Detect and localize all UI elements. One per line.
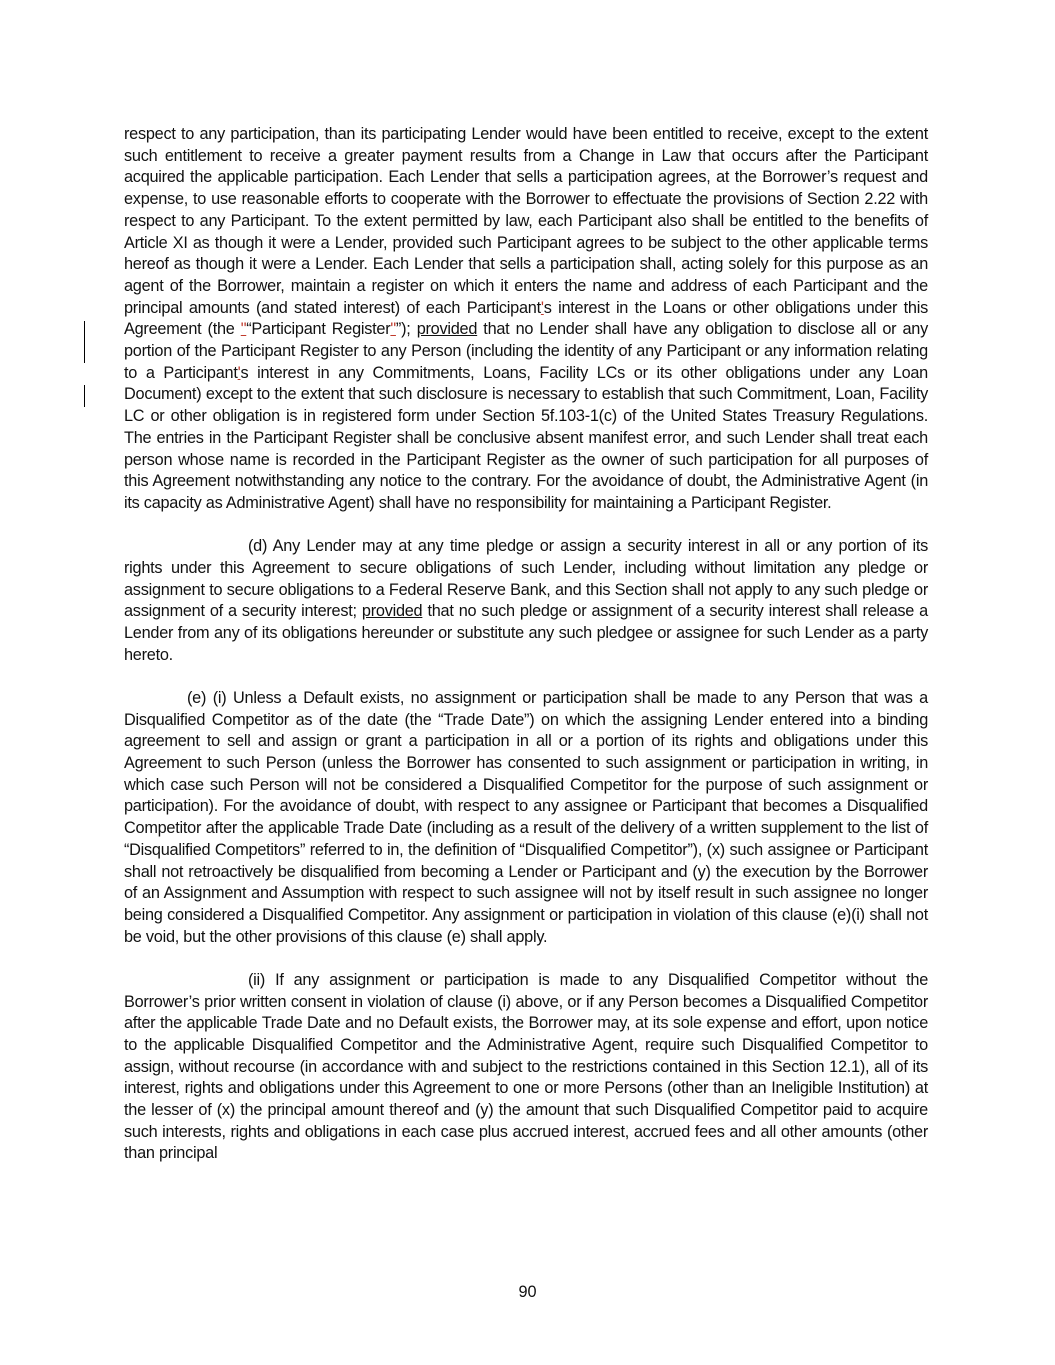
redline-mark: " bbox=[240, 320, 247, 339]
redline-mark: " bbox=[390, 320, 396, 339]
provided-term: provided bbox=[416, 320, 478, 339]
text-run: that no Lender shall have any obligation to disclose all or any portion of the Participant Register to any Person (including the identity of any Participant or any information relating to a Participant bbox=[124, 320, 929, 382]
paragraph-e-i: (e) (i) Unless a Default exists, no assignment or participation shall be made to any Person that was a Disqualified Competitor as of the date (the “Trade Date”) on which the assigning Lender entered into a binding agreement to sell and assign or grant a participation in all or a portion of its rights and obligations under this Agreement to such Person (unless the Borrower has consented to such assignment or participation in writing, in which case such Person will not be considered a Disqualified Competitor for the purpose of such assignment or participation). For the avoidance of doubt, with respect to any assignee or Participant that becomes a Disqualified Competitor after the applicable Trade Date (including as a result of the delivery of a written supplement to the list of “Disqualified Competitors” referred to in, the definition of “Disqualified Competitor”), (x) such assignee or Participant shall not retroactively be disqualified from becoming a Lender or Participant and (y) the execution by the Borrower of an Assignment and Assumption with respect to such assignee will not by itself result in such assignee no longer being considered a Disqualified Competitor. Any assignment or participation in violation of this clause (e)(i) shall not be void, but the other provisions of this clause (e) shall apply. bbox=[124, 688, 928, 946]
provided-term: provided bbox=[361, 602, 423, 621]
text-run: ”); bbox=[395, 320, 417, 339]
text-run: respect to any participation, than its participating Lender would have been entitled to receive, except to the extent such entitlement to receive a greater payment results from a Change in Law that occurs after the Participant acquired the applicable participation. Each Lender that sells a participation agrees, at the Borrower’s request and expense, to use reasonable efforts to cooperate with the Borrower to effectuate the provisions of Section 2.22 with respect to any Participant. To the extent permitted by law, each Participant also shall be entitled to the benefits of Article XI as though it were a Lender, provided such Participant agrees to be subject to the other applicable terms hereof as though it were a Lender. Each Lender that sells a participation shall, acting solely for this purpose as an agent of the Borrower, maintain a register on which it enters the name and address of each Participant and the principal amounts (and stated interest) of each Participant bbox=[124, 125, 928, 317]
redline-mark: ' bbox=[237, 363, 241, 382]
paragraph-d bbox=[124, 536, 928, 666]
change-bar bbox=[84, 321, 85, 363]
paragraph-participant-register bbox=[124, 124, 928, 515]
redline-mark: ' bbox=[540, 298, 544, 317]
change-bar bbox=[84, 385, 85, 407]
text-run: s interest in any Commitments, Loans, Facility LCs or its other obligations under any Loan Document) except to the extent that such disclosure is necessary to establish that such Commitment, Loan, Facility LC or other obligation is in registered form under Section 5f.103-1(c) of the United States Treasury Regulations. The entries in the Participant Register shall be conclusive absent manifest error, and such Lender shall treat each person whose name is recorded in the Participant Register as the owner of such participation for all purposes of this Agreement notwithstanding any notice to the contrary. For the avoidance of doubt, the Administrative Agent (in its capacity as Administrative Agent) shall have no responsibility for maintaining a Participant Register. bbox=[124, 363, 928, 512]
text-run: s interest in the Loans or other obligations under this Agreement (the bbox=[124, 298, 928, 339]
text-run: (d) Any Lender may at any time pledge or assign a security interest in all or any portion of its rights under this Agreement to secure obligations of such Lender, including without limitation any pledge or assignment to secure obligations to a Federal Reserve Bank, and this Section shall not apply to any such pledge or assignment of a security interest; bbox=[124, 537, 928, 621]
text-run: that no such pledge or assignment of a security interest shall release a Lender from any of its obligations hereunder or substitute any such pledgee or assignee for such Lender as a party hereto. bbox=[124, 602, 928, 664]
text-run: “Participant Register bbox=[246, 320, 391, 339]
page-number: 90 bbox=[518, 1283, 537, 1301]
paragraph-e-ii: (ii) If any assignment or participation is made to any Disqualified Competitor without the Borrower’s prior written consent in violation of clause (i) above, or if any Person becomes a Disqualified Competitor after the applicable Trade Date and no Default exists, the Borrower may, at its sole expense and effort, upon notice to the applicable Disqualified Competitor and the Administrative Agent, require such Disqualified Competitor to assign, without recourse (in accordance with and subject to the restrictions contained in this Section 12.1), all of its interest, rights and obligations under this Agreement to one or more Persons (other than an Ineligible Institution) at the lesser of (x) the principal amount thereof and (y) the amount that such Disqualified Competitor paid to acquire such interests, rights and obligations in each case plus accrued interest, accrued fees and all other amounts (other than principal bbox=[124, 970, 928, 1163]
document-body bbox=[124, 124, 928, 1165]
